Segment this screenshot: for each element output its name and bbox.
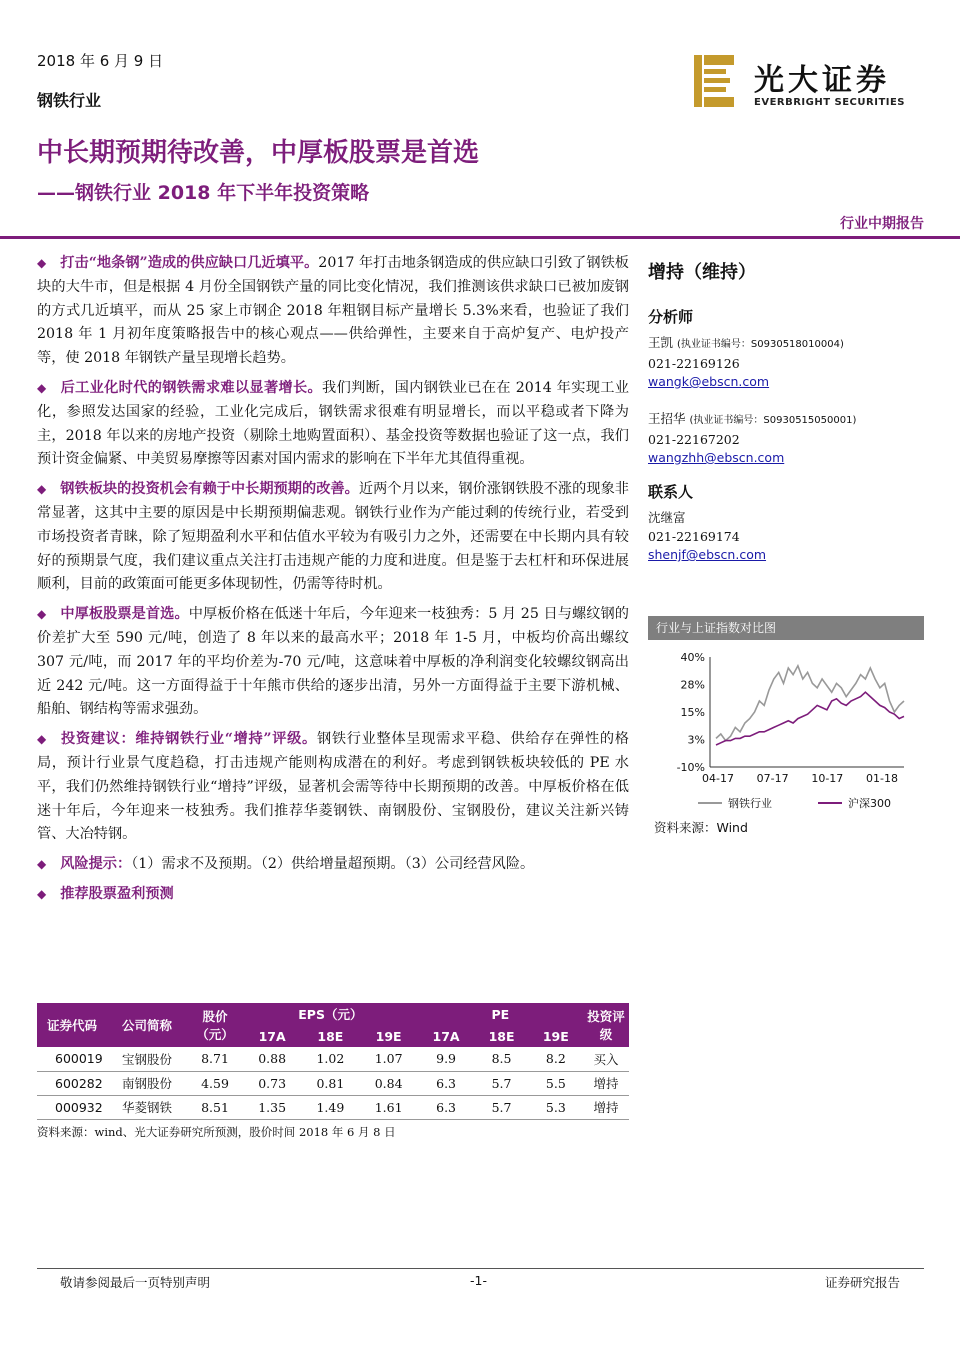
header-year: 18E xyxy=(317,1028,344,1044)
paragraph-lead: 投资建议：维持钢铁行业“增持”评级。 xyxy=(60,731,317,748)
table-source: 资料来源：wind、光大证券研究所预测，股价时间 2018 年 6 月 8 日 xyxy=(37,1125,396,1139)
contact-email-link[interactable]: shenjf@ebscn.com xyxy=(648,547,767,562)
cell-pe: 5.7 xyxy=(474,1095,528,1119)
contact-name: 沈继富 xyxy=(648,510,686,525)
logo-text-en: EVERBRIGHT SECURITIES xyxy=(754,97,906,108)
legend-label: 沪深300 xyxy=(848,797,891,810)
cell-code: 600019 xyxy=(37,1047,107,1071)
paragraph-lead: 钢铁板块的投资机会有赖于中长期预期的改善。 xyxy=(60,481,359,498)
paragraph-text: 近两个月以来，钢价涨钢铁股不涨的现象非常显著，这其中主要的原因是中长期预期偏悲观。钢铁行业作为产能过剩的传统行业，若受到市场投资者青睐，除了短期盈利水平和估值水平较为有吸引力之外，还需要在中长期内具有较好的预期景气度，我们建议重点关注打击违规产能的力度和进度。但是鉴于去杠杆和环保进展顺利，目前的政策面可能更多体现韧性，仍需等待时机。 xyxy=(37,481,629,593)
cell-pe: 8.5 xyxy=(474,1047,528,1071)
header-eps: EPS（元） xyxy=(298,1007,363,1022)
diamond-bullet-icon: ◆ xyxy=(37,256,47,270)
stock-forecast-table xyxy=(37,1003,629,1120)
industry-label: 钢铁行业 xyxy=(37,91,102,110)
cell-pe: 5.5 xyxy=(529,1071,583,1095)
cell-rating: 增持 xyxy=(583,1071,629,1095)
paragraph-lead: 风险提示： xyxy=(60,856,132,873)
cell-code: 000932 xyxy=(37,1095,107,1119)
page-number: -1- xyxy=(470,1273,487,1288)
paragraph-lead: 打击“地条钢”造成的供应缺口几近填平。 xyxy=(60,255,319,271)
cell-eps: 0.81 xyxy=(301,1071,359,1095)
header-rating: 投资评级 xyxy=(587,1009,625,1042)
cell-eps: 0.73 xyxy=(243,1071,301,1095)
paragraph-text: （1）需求不及预期。（2）供给增量超预期。（3）公司经营风险。 xyxy=(131,856,535,873)
header-price: 股价（元） xyxy=(196,1009,234,1042)
footer-label: 证券研究报告 xyxy=(824,1275,900,1290)
cell-pe: 8.2 xyxy=(529,1047,583,1071)
contact-card xyxy=(648,508,926,564)
analyst-heading: 分析师 xyxy=(648,308,694,326)
cell-eps: 0.88 xyxy=(243,1047,301,1071)
chart-title: 行业与上证指数对比图 xyxy=(648,616,924,640)
header-year: 19E xyxy=(542,1028,569,1044)
paragraph xyxy=(37,728,629,847)
analyst-card xyxy=(648,409,926,467)
paragraph xyxy=(37,883,629,907)
header-divider xyxy=(0,236,960,239)
cell-eps: 1.61 xyxy=(360,1095,418,1119)
header-pe: PE xyxy=(491,1006,510,1022)
header-year: 17A xyxy=(432,1028,460,1044)
brand-logo xyxy=(694,55,924,110)
diamond-bullet-icon: ◆ xyxy=(37,857,47,872)
series-line xyxy=(716,692,904,745)
y-tick-label: 3% xyxy=(687,733,705,747)
analyst-phone: 021-22169126 xyxy=(648,356,740,371)
cell-pe: 5.7 xyxy=(474,1071,528,1095)
legend-label: 钢铁行业 xyxy=(728,797,772,810)
report-type: 行业中期报告 xyxy=(840,216,924,232)
cell-rating: 增持 xyxy=(583,1095,629,1119)
x-tick-label: 10-17 xyxy=(811,772,844,785)
rating: 增持（维持） xyxy=(648,262,756,283)
header-year: 19E xyxy=(375,1028,402,1044)
analyst-email-link[interactable]: wangzhh@ebscn.com xyxy=(648,450,785,465)
footer-disclaimer: 敬请参阅最后一页特别声明 xyxy=(60,1275,211,1290)
paragraph-text: 我们判断，国内钢铁业已在在 2014 年实现工业化，参照发达国家的经验，工业化完成后，钢铁需求很难有明显增长，而以平稳或者下降为主，2018 年以来的房地产投资（剔除土地购置面积）、基金投资等数据也验证了这一点，我们预计资金偏紧、中美贸易摩擦等因素对国内需求的影响在下半年尤其值得重视。 xyxy=(37,379,629,468)
diamond-bullet-icon: ◆ xyxy=(37,886,47,901)
paragraph-text: 中厚板价格在低迷十年后，今年迎来一枝独秀：5 月 25 日与螺纹钢的价差扩大至 590 元/吨，创造了 8 年以来的最高水平；2018 年 1-5 月，中板均价高出螺纹 307 元/吨，而 2017 年的平均价差为-70 元/吨，这意味着中厚板的净利润变化较螺纹钢高出近 242 元/吨。这一方面得益于十年熊市供给的逐步出清，另外一方面得益于主要下游机械、船舶、钢结构等需求强劲。 xyxy=(37,606,629,718)
analyst-cert: (执业证书编号：S0930518010004) xyxy=(677,339,844,350)
cell-eps: 1.02 xyxy=(301,1047,359,1071)
cell-rating: 买入 xyxy=(583,1047,629,1071)
y-tick-label: -10% xyxy=(676,761,705,774)
analyst-name: 王招华 xyxy=(648,411,686,426)
x-tick-label: 04-17 xyxy=(702,772,734,785)
chart-source: 资料来源：Wind xyxy=(654,820,748,835)
header-year: 18E xyxy=(488,1028,515,1044)
paragraph-lead: 中厚板股票是首选。 xyxy=(60,606,189,623)
diamond-bullet-icon: ◆ xyxy=(37,380,47,395)
cell-pe: 6.3 xyxy=(418,1071,475,1095)
cell-price: 8.51 xyxy=(187,1095,243,1119)
table-row xyxy=(37,1095,629,1119)
cell-pe: 5.3 xyxy=(529,1095,583,1119)
report-date: 2018 年 6 月 9 日 xyxy=(37,52,164,70)
contact-phone: 021-22169174 xyxy=(648,529,740,544)
paragraph xyxy=(37,377,629,472)
paragraph-text: 2017 年打击地条钢造成的供应缺口引致了钢铁板块的大牛市，但是根据 4 月份全国钢铁产量的同比变化情况，我们推测该供求缺口已被加废钢的方式几近填平，而从 25 家上市钢企 2018 年粗钢目标产量增长 5.3%来看，也验证了我们 2018 年 1 月初年度策略报告中的核心观点——供给弹性，主要来自于高炉复产、电炉投产等，使 2018 年钢铁产量呈现增长趋势。 xyxy=(37,255,629,367)
comparison-chart xyxy=(648,645,924,815)
header-name: 公司简称 xyxy=(121,1018,172,1033)
paragraph xyxy=(37,603,629,722)
cell-eps: 0.84 xyxy=(360,1071,418,1095)
paragraph xyxy=(37,853,629,877)
table-row xyxy=(37,1071,629,1095)
header-code: 证券代码 xyxy=(46,1018,97,1033)
cell-eps: 1.07 xyxy=(360,1047,418,1071)
diamond-bullet-icon: ◆ xyxy=(37,607,47,622)
main-text xyxy=(37,252,629,913)
analyst-name: 王凯 xyxy=(648,335,674,350)
paragraph xyxy=(37,252,629,371)
cell-name: 宝钢股份 xyxy=(107,1047,187,1071)
footer-divider xyxy=(37,1268,924,1269)
cell-name: 华菱钢铁 xyxy=(107,1095,187,1119)
cell-eps: 1.35 xyxy=(243,1095,301,1119)
report-title: 中长期预期待改善，中厚板股票是首选 xyxy=(37,138,480,168)
cell-name: 南钢股份 xyxy=(107,1071,187,1095)
logo-mark-icon xyxy=(694,55,734,107)
y-tick-label: 28% xyxy=(680,678,705,692)
cell-price: 4.59 xyxy=(187,1071,243,1095)
cell-code: 600282 xyxy=(37,1071,107,1095)
logo-text-cn: 光大证券 xyxy=(754,63,890,98)
sidebar xyxy=(648,252,926,564)
header-year: 17A xyxy=(258,1028,286,1044)
analyst-email-link[interactable]: wangk@ebscn.com xyxy=(648,374,770,389)
analyst-cert: (执业证书编号：S0930515050001) xyxy=(689,415,857,426)
paragraph xyxy=(37,478,629,597)
table-row xyxy=(37,1047,629,1071)
x-tick-label: 01-18 xyxy=(866,772,898,785)
cell-eps: 1.49 xyxy=(301,1095,359,1119)
cell-pe: 6.3 xyxy=(418,1095,475,1119)
paragraph-lead: 后工业化时代的钢铁需求难以显著增长。 xyxy=(60,379,323,396)
series-line xyxy=(716,666,904,741)
diamond-bullet-icon: ◆ xyxy=(37,732,47,747)
paragraph-lead: 推荐股票盈利预测 xyxy=(60,885,174,902)
report-subtitle: ——钢铁行业 2018 年下半年投资策略 xyxy=(37,182,370,204)
diamond-bullet-icon: ◆ xyxy=(37,482,47,497)
paragraph-text: 钢铁行业整体呈现需求平稳、供给存在弹性的格局，预计行业景气度趋稳，打击违规产能则构成潜在的利好。考虑到钢铁板块较低的 PE 水平，我们仍然维持钢铁行业“增持”评级，显著机会需等待中长期预期的改善。中厚板价格在低迷十年后，今年迎来一枝独秀。我们推荐华菱钢铁、南钢股份、宝钢股份，建议关注新兴铸管、大冶特钢。 xyxy=(37,731,629,843)
cell-pe: 9.9 xyxy=(418,1047,475,1071)
analyst-phone: 021-22167202 xyxy=(648,432,740,447)
cell-price: 8.71 xyxy=(187,1047,243,1071)
contact-heading: 联系人 xyxy=(648,483,694,501)
y-tick-label: 15% xyxy=(680,706,705,719)
y-tick-label: 40% xyxy=(680,651,705,664)
analyst-card xyxy=(648,333,926,391)
x-tick-label: 07-17 xyxy=(756,772,789,785)
